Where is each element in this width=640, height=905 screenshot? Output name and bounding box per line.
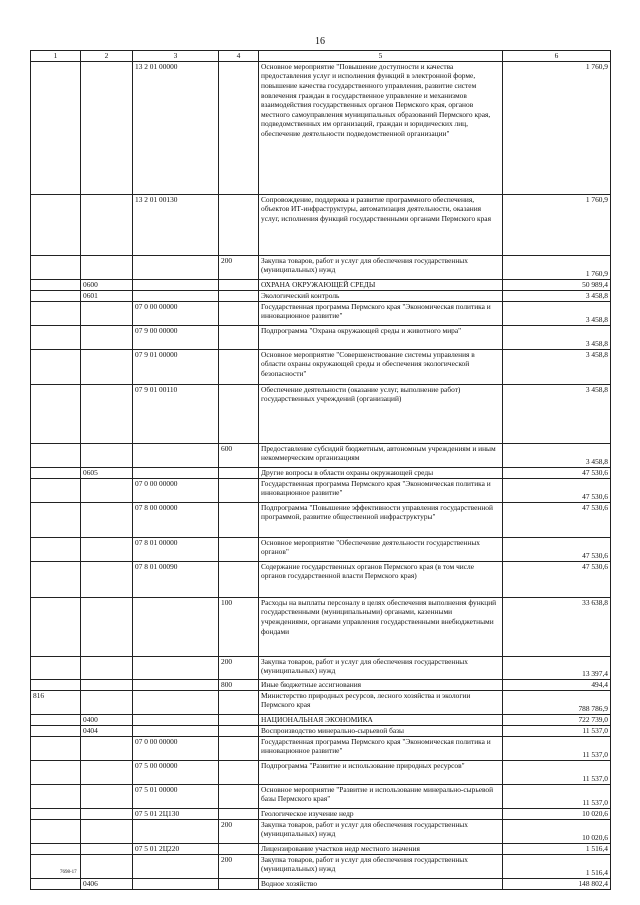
cell-section [81, 443, 133, 467]
cell-amount: 3 458,8 [503, 349, 611, 384]
cell-target-article: 07 8 00 00000 [133, 502, 219, 537]
cell-grbs [31, 255, 81, 279]
column-header-5: 5 [259, 51, 503, 62]
cell-amount: 722 739,0 [503, 714, 611, 725]
table-row [31, 502, 611, 537]
cell-amount: 47 530,6 [503, 537, 611, 561]
cell-amount: 3 458,8 [503, 443, 611, 467]
cell-name: Основное мероприятие "Развитие и использование минерально-сырьевой базы Пермского края" [259, 784, 503, 808]
cell-expense-type [219, 561, 259, 597]
cell-expense-type [219, 194, 259, 255]
cell-expense-type [219, 714, 259, 725]
cell-grbs [31, 561, 81, 597]
cell-expense-type [219, 784, 259, 808]
cell-target-article [133, 597, 219, 656]
cell-name: Расходы на выплаты персоналу в целях обеспечения выполнения функций государственными (муниципальными) органами, казенными учреждениями, органами управления государственными внебюджетными фондами [259, 597, 503, 656]
cell-grbs [31, 384, 81, 443]
cell-section: 0406 [81, 878, 133, 889]
cell-amount: 3 458,8 [503, 384, 611, 443]
cell-expense-type [219, 325, 259, 349]
cell-target-article [133, 725, 219, 736]
cell-grbs [31, 679, 81, 690]
cell-section [81, 808, 133, 819]
cell-section [81, 301, 133, 325]
cell-grbs [31, 736, 81, 760]
cell-expense-type [219, 61, 259, 194]
cell-amount: 11 537,0 [503, 736, 611, 760]
cell-section [81, 690, 133, 714]
table-row [31, 808, 611, 819]
cell-grbs [31, 61, 81, 194]
cell-name: НАЦИОНАЛЬНАЯ ЭКОНОМИКА [259, 714, 503, 725]
cell-target-article: 07 0 00 00000 [133, 736, 219, 760]
cell-target-article [133, 679, 219, 690]
cell-grbs [31, 325, 81, 349]
cell-name: Предоставление субсидий бюджетным, автономным учреждениям и иным некоммерческим организациям [259, 443, 503, 467]
table-row [31, 690, 611, 714]
cell-target-article [133, 714, 219, 725]
cell-amount: 13 397,4 [503, 656, 611, 679]
cell-expense-type [219, 467, 259, 478]
cell-target-article [133, 290, 219, 301]
cell-section [81, 736, 133, 760]
cell-expense-type: 200 [219, 819, 259, 843]
table-row [31, 679, 611, 690]
cell-grbs [31, 290, 81, 301]
cell-target-article: 07 0 00 00000 [133, 301, 219, 325]
cell-name: Государственная программа Пермского края "Экономическая политика и инновационное развитие" [259, 478, 503, 502]
cell-amount: 47 530,6 [503, 467, 611, 478]
cell-amount: 33 638,8 [503, 597, 611, 656]
cell-grbs [31, 656, 81, 679]
cell-target-article [133, 854, 219, 878]
cell-section [81, 384, 133, 443]
cell-expense-type [219, 384, 259, 443]
cell-section: 0600 [81, 279, 133, 290]
cell-grbs [31, 194, 81, 255]
table-row [31, 784, 611, 808]
table-row [31, 349, 611, 384]
cell-target-article: 07 9 01 00000 [133, 349, 219, 384]
cell-target-article: 07 8 01 00000 [133, 537, 219, 561]
cell-amount: 10 020,6 [503, 819, 611, 843]
cell-amount: 494,4 [503, 679, 611, 690]
cell-section [81, 561, 133, 597]
cell-target-article [133, 819, 219, 843]
cell-amount: 1 760,9 [503, 194, 611, 255]
cell-name: Государственная программа Пермского края "Экономическая политика и инновационное развитие" [259, 301, 503, 325]
table-row [31, 478, 611, 502]
cell-target-article [133, 878, 219, 889]
cell-name: Лицензирование участков недр местного значения [259, 843, 503, 854]
table-row [31, 561, 611, 597]
cell-expense-type [219, 279, 259, 290]
cell-grbs [31, 478, 81, 502]
cell-amount: 50 989,4 [503, 279, 611, 290]
cell-name: Закупка товаров, работ и услуг для обеспечения государственных (муниципальных) нужд [259, 656, 503, 679]
cell-amount: 47 530,6 [503, 478, 611, 502]
cell-expense-type [219, 502, 259, 537]
cell-section [81, 478, 133, 502]
cell-section [81, 854, 133, 878]
cell-expense-type: 200 [219, 854, 259, 878]
cell-name: Государственная программа Пермского края "Экономическая политика и инновационное развитие" [259, 736, 503, 760]
cell-target-article: 07 5 00 00000 [133, 760, 219, 784]
table-row [31, 656, 611, 679]
cell-expense-type [219, 301, 259, 325]
cell-grbs [31, 760, 81, 784]
cell-name: Другие вопросы в области охраны окружающей среды [259, 467, 503, 478]
page-number: 16 [315, 36, 325, 47]
cell-section [81, 656, 133, 679]
cell-grbs [31, 843, 81, 854]
cell-section [81, 537, 133, 561]
table-row [31, 714, 611, 725]
cell-section [81, 255, 133, 279]
cell-expense-type: 200 [219, 656, 259, 679]
cell-amount: 148 802,4 [503, 878, 611, 889]
cell-name: Министерство природных ресурсов, лесного хозяйства и экологии Пермского края [259, 690, 503, 714]
cell-grbs [31, 349, 81, 384]
column-header-6: 6 [503, 51, 611, 62]
cell-name: Содержание государственных органов Пермского края (в том числе органов государственной власти Пермского края) [259, 561, 503, 597]
cell-amount: 3 458,8 [503, 301, 611, 325]
cell-section [81, 760, 133, 784]
column-header-2: 2 [81, 51, 133, 62]
cell-name: Геологическое изучение недр [259, 808, 503, 819]
cell-amount: 11 537,0 [503, 760, 611, 784]
cell-name: Подпрограмма "Повышение эффективности управления государственной программой, развитие общественной инфраструктуры" [259, 502, 503, 537]
cell-expense-type: 600 [219, 443, 259, 467]
cell-expense-type [219, 878, 259, 889]
cell-amount: 1 516,4 [503, 854, 611, 878]
cell-name: Закупка товаров, работ и услуг для обеспечения государственных (муниципальных) нужд [259, 255, 503, 279]
cell-expense-type: 200 [219, 255, 259, 279]
cell-amount: 11 537,0 [503, 784, 611, 808]
cell-grbs [31, 819, 81, 843]
cell-grbs [31, 301, 81, 325]
cell-expense-type [219, 760, 259, 784]
cell-target-article: 13 2 01 00130 [133, 194, 219, 255]
cell-name: Сопровождение, поддержка и развитие программного обеспечения, объектов ИТ-инфраструктуры, автоматизация деятельности, оказания услуг, исполнения функций государственными органами Пермского края [259, 194, 503, 255]
cell-name: Воспроизводство минерально-сырьевой базы [259, 725, 503, 736]
cell-target-article: 13 2 01 00000 [133, 61, 219, 194]
cell-section [81, 679, 133, 690]
table-row [31, 736, 611, 760]
table-row [31, 301, 611, 325]
cell-name: Основное мероприятие "Совершенствование системы управления в области охраны окружающей среды и обеспечения экологической безопасности" [259, 349, 503, 384]
cell-grbs [31, 714, 81, 725]
cell-amount: 1 760,9 [503, 255, 611, 279]
cell-name: Закупка товаров, работ и услуг для обеспечения государственных (муниципальных) нужд [259, 819, 503, 843]
cell-grbs [31, 467, 81, 478]
cell-section: 0605 [81, 467, 133, 478]
cell-expense-type [219, 537, 259, 561]
cell-expense-type [219, 478, 259, 502]
cell-name: Основное мероприятие "Обеспечение деятельности государственных органов" [259, 537, 503, 561]
cell-name: Иные бюджетные ассигнования [259, 679, 503, 690]
cell-amount: 788 786,9 [503, 690, 611, 714]
cell-section [81, 194, 133, 255]
cell-expense-type: 800 [219, 679, 259, 690]
column-header-1: 1 [31, 51, 81, 62]
table-row [31, 819, 611, 843]
cell-target-article [133, 467, 219, 478]
cell-section: 0601 [81, 290, 133, 301]
cell-section [81, 325, 133, 349]
cell-section [81, 61, 133, 194]
cell-amount: 1 516,4 [503, 843, 611, 854]
cell-target-article [133, 690, 219, 714]
cell-target-article [133, 656, 219, 679]
cell-amount: 47 530,6 [503, 561, 611, 597]
cell-amount: 47 530,6 [503, 502, 611, 537]
cell-amount: 11 537,0 [503, 725, 611, 736]
cell-grbs [31, 502, 81, 537]
cell-section [81, 819, 133, 843]
cell-target-article: 07 8 01 00090 [133, 561, 219, 597]
cell-grbs [31, 725, 81, 736]
table-row [31, 279, 611, 290]
table-row [31, 725, 611, 736]
document-code: 7698-17 [60, 870, 77, 875]
cell-amount: 10 020,6 [503, 808, 611, 819]
table-row [31, 537, 611, 561]
cell-name: Подпрограмма "Развитие и использование природных ресурсов" [259, 760, 503, 784]
table-row [31, 325, 611, 349]
table-row [31, 61, 611, 194]
table-row [31, 843, 611, 854]
table-row [31, 384, 611, 443]
cell-target-article: 07 5 01 00000 [133, 784, 219, 808]
cell-expense-type: 100 [219, 597, 259, 656]
cell-expense-type [219, 690, 259, 714]
cell-section: 0400 [81, 714, 133, 725]
cell-expense-type [219, 349, 259, 384]
column-header-3: 3 [133, 51, 219, 62]
table-row [31, 878, 611, 889]
cell-grbs [31, 279, 81, 290]
cell-section [81, 502, 133, 537]
table-row [31, 194, 611, 255]
table-row [31, 290, 611, 301]
cell-expense-type [219, 843, 259, 854]
cell-section: 0404 [81, 725, 133, 736]
table-row [31, 760, 611, 784]
cell-target-article: 07 9 00 00000 [133, 325, 219, 349]
cell-grbs [31, 784, 81, 808]
cell-target-article [133, 443, 219, 467]
cell-name: Обеспечение деятельности (оказание услуг, выполнение работ) государственных учреждений (организаций) [259, 384, 503, 443]
cell-target-article: 07 9 01 00110 [133, 384, 219, 443]
cell-target-article [133, 255, 219, 279]
cell-target-article [133, 279, 219, 290]
cell-name: ОХРАНА ОКРУЖАЮЩЕЙ СРЕДЫ [259, 279, 503, 290]
cell-name: Водное хозяйство [259, 878, 503, 889]
cell-section [81, 784, 133, 808]
cell-grbs [31, 537, 81, 561]
table-row [31, 854, 611, 878]
cell-expense-type [219, 725, 259, 736]
budget-table [30, 50, 611, 890]
cell-grbs: 816 [31, 690, 81, 714]
cell-section [81, 843, 133, 854]
cell-amount: 3 458,8 [503, 325, 611, 349]
cell-section [81, 597, 133, 656]
column-header-4: 4 [219, 51, 259, 62]
table-body [31, 61, 611, 889]
table-row [31, 443, 611, 467]
cell-grbs [31, 443, 81, 467]
cell-name: Закупка товаров, работ и услуг для обеспечения государственных (муниципальных) нужд [259, 854, 503, 878]
table-row [31, 467, 611, 478]
cell-name: Основное мероприятие "Повышение доступности и качества предоставления услуг и исполнения функций в электронной форме, повышение качества государственного управления, развитие систем вовлечения граждан в государственное управление и механизмов взаимодействия государственных органов Пермского края, органов местного самоуправления муниципальных образований Пермского края, подведомственных им организаций, граждан и юридических лиц, обеспечение деятельности подведомственной организации" [259, 61, 503, 194]
cell-amount: 3 458,8 [503, 290, 611, 301]
table-row [31, 255, 611, 279]
cell-target-article: 07 0 00 00000 [133, 478, 219, 502]
cell-name: Экологический контроль [259, 290, 503, 301]
cell-target-article: 07 5 01 2Ц130 [133, 808, 219, 819]
cell-section [81, 349, 133, 384]
cell-expense-type [219, 736, 259, 760]
cell-grbs [31, 597, 81, 656]
header-row [31, 51, 611, 62]
table-row [31, 597, 611, 656]
cell-grbs [31, 808, 81, 819]
cell-name: Подпрограмма "Охрана окружающей среды и животного мира" [259, 325, 503, 349]
cell-grbs [31, 878, 81, 889]
cell-expense-type [219, 808, 259, 819]
cell-amount: 1 760,9 [503, 61, 611, 194]
cell-target-article: 07 5 01 2Ц220 [133, 843, 219, 854]
cell-expense-type [219, 290, 259, 301]
